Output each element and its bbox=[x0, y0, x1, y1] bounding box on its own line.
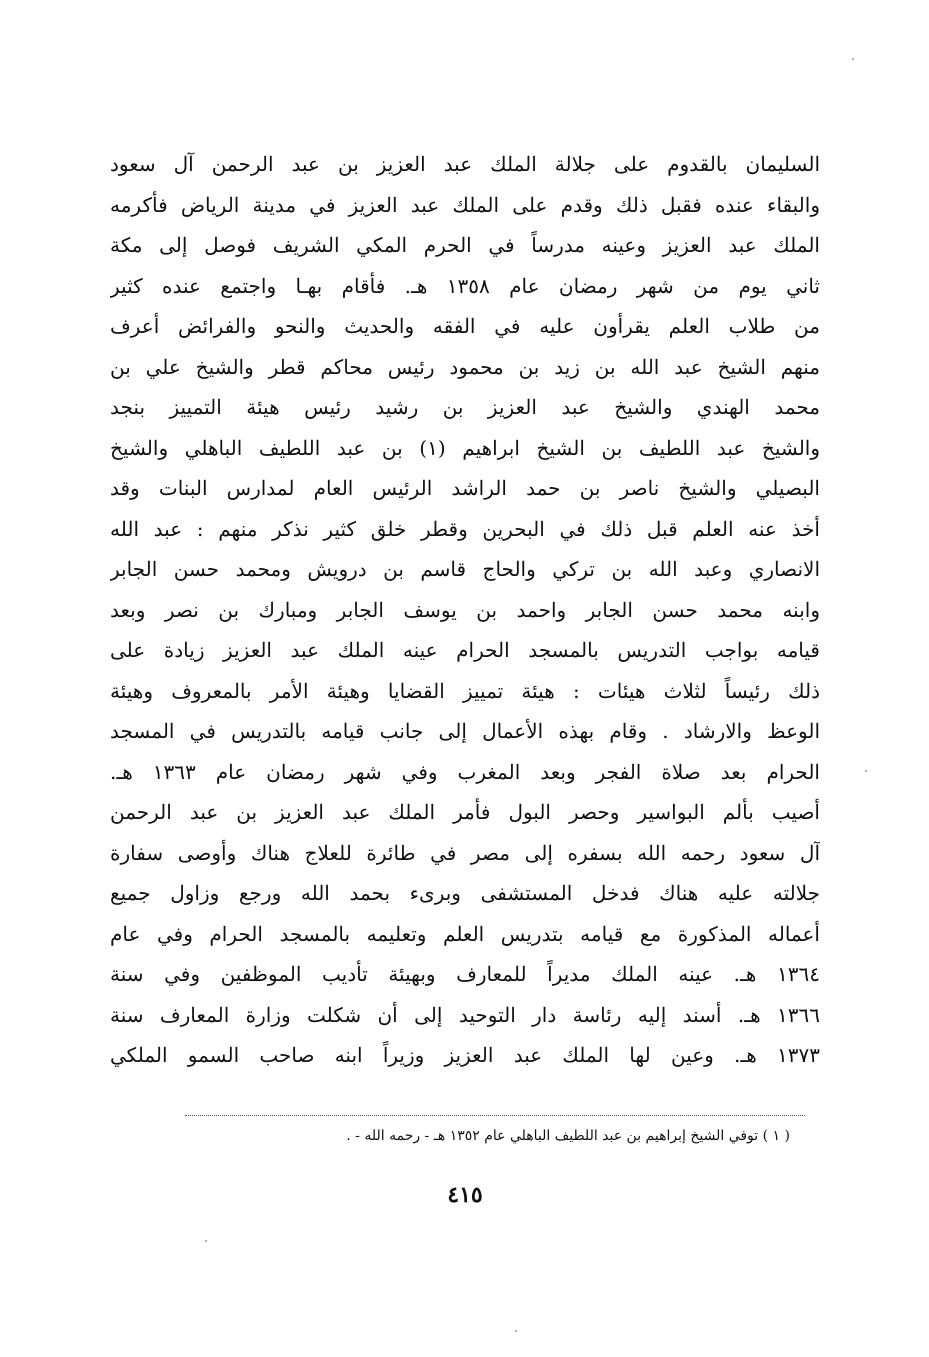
page-number: ٤١٥ bbox=[447, 1182, 483, 1208]
text-line: آل سعود رحمه الله بسفره إلى مصر في طائرة للعلاج هناك وأوصى سفارة bbox=[110, 840, 820, 865]
footnote: ( ١ ) توفي الشيخ إبراهيم بن عبد اللطيف الباهلي عام ١٣٥٢ هـ - رحمه الله - . bbox=[346, 1128, 790, 1144]
text-line: ١٣٦٦ هـ. أسند إليه رئاسة دار التوحيد إلى أن شكلت وزارة المعارف سنة bbox=[110, 1002, 820, 1027]
text-line: جلالته عليه هناك فدخل المستشفى وبرىء بحمد الله ورجع وزاول جميع bbox=[110, 881, 820, 905]
text-line: البصيلي والشيخ ناصر بن حمد الراشد الرئيس العام لمدارس البنات وقد bbox=[110, 476, 820, 500]
scan-speck bbox=[852, 58, 854, 60]
text-line: أخذ عنه العلم قبل ذلك في البحرين وقطر خلق كثير نذكر منهم : عبد الله bbox=[110, 516, 820, 541]
text-line: من طلاب العلم يقرأون عليه في الفقه والحديث والنحو والفرائض أعرف bbox=[110, 314, 820, 338]
text-line: والشيخ عبد اللطيف بن الشيخ ابراهيم (١) بن عبد اللطيف الباهلي والشيخ bbox=[110, 435, 820, 460]
text-line: السليمان بالقدوم على جلالة الملك عبد العزيز بن عبد الرحمن آل سعود bbox=[110, 152, 820, 176]
text-line: والبقاء عنده فقبل ذلك وقدم على الملك عبد العزيز في مدينة الرياض فأكرمه bbox=[110, 192, 820, 217]
text-line: ١٣٧٣ هـ. وعين لها الملك عبد العزيز وزيراً ابنه صاحب السمو الملكي bbox=[110, 1043, 820, 1067]
text-line: منهم الشيخ عبد الله بن زيد بن محمود رئيس محاكم قطر والشيخ علي بن bbox=[110, 354, 820, 379]
text-line: محمد الهندي والشيخ عبد العزيز بن رشيد رئيس هيئة التمييز بنجد bbox=[110, 395, 820, 419]
text-line: الوعظ والارشاد . وقام بهذه الأعمال إلى جانب قيامه بالتدريس في المسجد bbox=[110, 719, 820, 743]
text-line: ١٣٦٤ هـ. عينه الملك مديراً للمعارف وبهيئة تأديب الموظفين وفي سنة bbox=[110, 962, 820, 986]
text-line: الانصاري وعبد الله بن تركي والحاج قاسم بن درويش ومحمد حسن الجابر bbox=[110, 557, 820, 581]
scan-speck bbox=[205, 1240, 207, 1242]
body-text bbox=[110, 144, 820, 1076]
text-line: الحرام بعد صلاة الفجر وبعد المغرب وفي شهر رمضان عام ١٣٦٣ هـ. bbox=[110, 759, 820, 784]
scan-speck bbox=[865, 770, 867, 772]
text-line: ذلك رئيساً لثلاث هيئات : هيئة تمييز القضايا وهيئة الأمر بالمعروف وهيئة bbox=[110, 678, 820, 703]
footnote-separator bbox=[185, 1115, 805, 1116]
text-line: قيامه بواجب التدريس بالمسجد الحرام عينه الملك عبد العزيز زيادة على bbox=[110, 638, 820, 662]
text-line: الملك عبد العزيز وعينه مدرساً في الحرم المكي الشريف فوصل إلى مكة bbox=[110, 233, 820, 257]
scan-speck bbox=[515, 1330, 517, 1332]
text-line: أصيب بألم البواسير وحصر البول فأمر الملك عبد العزيز بن عبد الرحمن bbox=[110, 800, 820, 824]
text-line: أعماله المذكورة مع قيامه بتدريس العلم وتعليمه بالمسجد الحرام وفي عام bbox=[110, 921, 820, 946]
text-line: ثاني يوم من شهر رمضان عام ١٣٥٨ هـ. فأقام بهـا واجتمع عنده كثير bbox=[110, 273, 820, 298]
text-line: وابنه محمد حسن الجابر واحمد بن يوسف الجابر ومبارك بن نصر وبعد bbox=[110, 597, 820, 622]
